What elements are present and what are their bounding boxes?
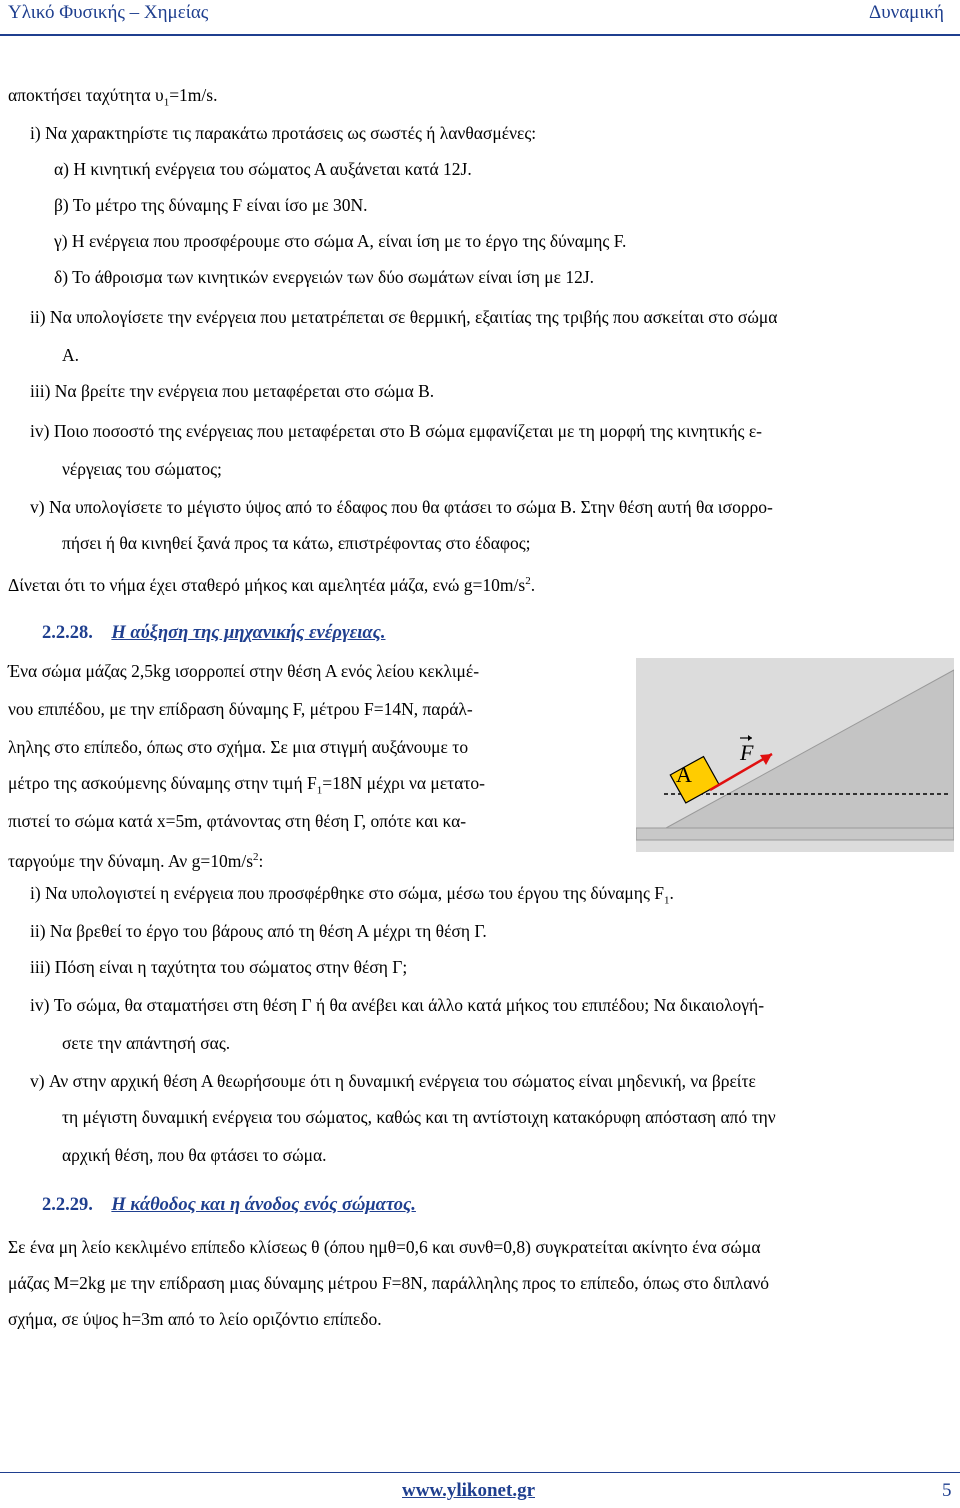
given-data: Δίνεται ότι το νήμα έχει σταθερό μήκος και αμελητέα μάζα, ενώ $g=10m/s^2$. — [8, 574, 536, 595]
question-iv-cont: νέργειας του σώματος; — [62, 459, 222, 479]
page-header — [0, 0, 960, 40]
page-number: 5 — [942, 1480, 952, 1501]
statement-a: α) Η κινητική ενέργεια του σώματος Α αυξάνεται κατά 12J. — [54, 159, 472, 179]
p28-question-v-cont2: αρχική θέση, που θα φτάσει το σώμα. — [62, 1145, 327, 1165]
p28-question-iii: iii) Πόση είναι η ταχύτητα του σώματος στην θέση Γ; — [30, 957, 408, 977]
incline-diagram — [636, 658, 954, 852]
text-line: νου επιπέδου, με την επίδραση δύναμης F, μέτρου F=14Ν, παράλ- — [8, 699, 473, 719]
text-line: μέτρο της ασκούμενης δύναμης στην τιμή $F_1=18N$ μέχρι να μετατο- — [8, 773, 485, 797]
footer-divider — [0, 1472, 960, 1473]
text-line: μάζας Μ=2kg με την επίδραση μιας δύναμης μέτρου F=8Ν, παράλληλης προς το επίπεδο, όπως στο διπλανό — [8, 1273, 770, 1293]
question-v: v) Να υπολογίσετε το μέγιστο ύψος από το έδαφος που θα φτάσει το σώμα Β. Στην θέση αυτή θα ισορρο- — [30, 497, 773, 517]
question-v-cont: πήσει ή θα κινηθεί ξανά προς τα κάτω, επιστρέφοντας στο έδαφος; — [62, 533, 531, 553]
question-ii-cont: Α. — [62, 345, 80, 365]
page-footer — [0, 1462, 960, 1508]
text-line: πιστεί το σώμα κατά x=5m, φτάνοντας στη θέση Γ, οπότε και κα- — [8, 811, 467, 831]
p28-question-iv-cont: σετε την απάντησή σας. — [62, 1033, 231, 1053]
text-line: ληλης στο επίπεδο, όπως στο σχήμα. Σε μια στιγμή αυξάνουμε το — [8, 737, 469, 757]
header-chapter: Δυναμική — [869, 2, 944, 23]
exercise-29-heading: 2.2.29. Η κάθοδος και η άνοδος ενός σώματος. — [42, 1195, 416, 1215]
label-f: F — [740, 740, 754, 765]
text-line: Ένα σώμα μάζας 2,5kg ισορροπεί στην θέση Α ενός λείου κεκλιμέ- — [8, 661, 480, 681]
statement-b: β) Το μέτρο της δύναμης F είναι ίσο με 30Ν. — [54, 195, 368, 215]
exercise-28-heading: 2.2.28. Η αύξηση της μηχανικής ενέργειας. — [42, 623, 386, 643]
header-divider — [0, 34, 960, 36]
p28-question-i: i) Να υπολογιστεί η ενέργεια που προσφέρθηκε στο σώμα, μέσω του έργου της δύναμης $F_1$. — [30, 883, 674, 907]
ground — [636, 828, 954, 840]
label-a: Α — [676, 762, 692, 787]
p28-question-v: v) Αν στην αρχική θέση Α θεωρήσουμε ότι η δυναμική ενέργεια του σώματος είναι μηδενική, να βρείτε — [30, 1071, 756, 1091]
statement-c: γ) Η ενέργεια που προσφέρουμε στο σώμα Α, είναι ίση με το έργο της δύναμης F. — [54, 231, 627, 251]
text-line: ταργούμε την δύναμη. Αν $g=10m/s^2$: — [8, 850, 264, 871]
statement-d: δ) Το άθροισμα των κινητικών ενεργειών των δύο σωμάτων είναι ίση με 12J. — [54, 267, 595, 287]
p28-question-v-cont: τη μέγιστη δυναμική ενέργεια του σώματος, καθώς και τη αντίστοιχη κατακόρυφη απόσταση από την — [62, 1107, 776, 1127]
p28-question-ii: ii) Να βρεθεί το έργο του βάρους από τη θέση Α μέχρι τη θέση Γ. — [30, 921, 487, 941]
p28-question-iv: iv) Το σώμα, θα σταματήσει στη θέση Γ ή θα ανέβει και άλλο κατά μήκος του επιπέδου; Να δικαιολογή- — [30, 995, 765, 1015]
question-i: i) Να χαρακτηρίστε τις παρακάτω προτάσεις ως σωστές ή λανθασμένες: — [30, 123, 537, 143]
header-subject: Υλικό Φυσικής – Χημείας — [8, 2, 209, 23]
text-line: σχήμα, σε ύψος h=3m από το λείο οριζόντιο επίπεδο. — [8, 1309, 382, 1329]
footer-link[interactable]: www.ylikonet.gr — [402, 1480, 535, 1501]
question-ii: ii) Να υπολογίσετε την ενέργεια που μετατρέπεται σε θερμική, εξαιτίας της τριβής που ασκείται στο σώμα — [30, 307, 778, 327]
question-iv: iv) Ποιο ποσοστό της ενέργειας που μεταφέρεται στο Β σώμα εμφανίζεται με τη μορφή της κινητικής ε- — [30, 421, 763, 441]
text-line: Σε ένα μη λείο κεκλιμένο επίπεδο κλίσεως θ (όπου ημθ=0,6 και συνθ=0,8) συγκρατείται ακίνητο ένα σώμα — [8, 1237, 761, 1257]
text-line: αποκτήσει ταχύτητα $\upsilon_1=1m/s$. — [8, 85, 218, 109]
question-iii: iii) Να βρείτε την ενέργεια που μεταφέρεται στο σώμα Β. — [30, 381, 435, 401]
